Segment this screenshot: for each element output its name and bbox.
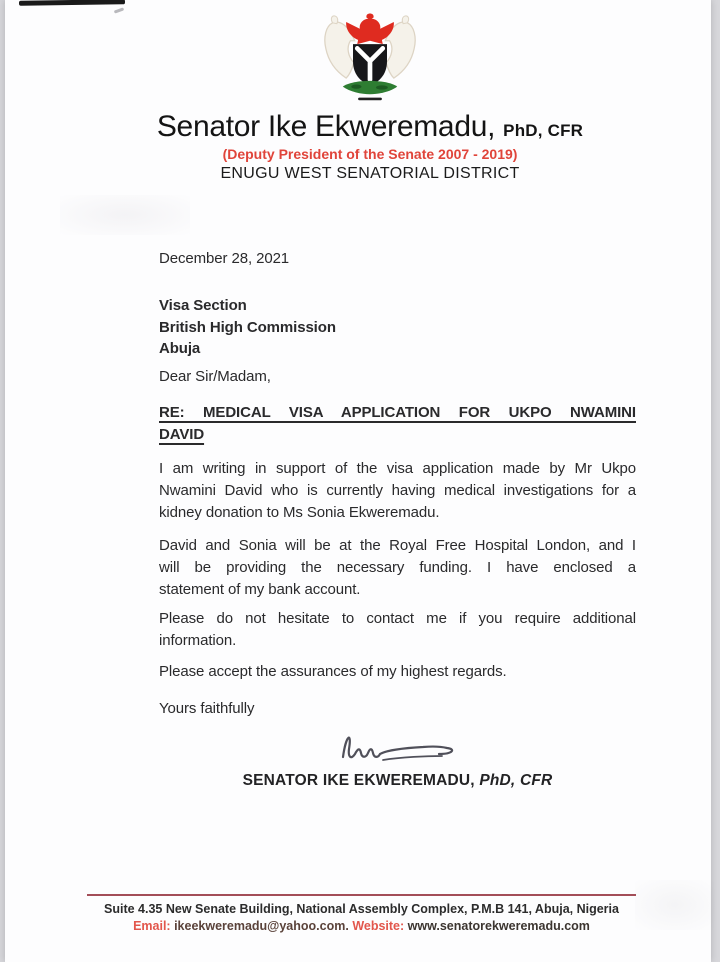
- body-paragraph: [159, 458, 636, 524]
- letterhead-name-text: Senator Ike Ekweremadu,: [156, 110, 496, 143]
- letter-paper: [5, 0, 711, 962]
- body-line: I am writing in support of the visa application made by Mr Ukpo: [159, 460, 636, 477]
- body-line: information.: [159, 632, 237, 649]
- closing: Yours faithfully: [159, 700, 255, 717]
- letterhead-credentials: PhD, CFR: [503, 121, 584, 140]
- footer-address: Suite 4.35 New Senate Building, National Assembly Complex, P.M.B 141, Abuja, Nigeria: [104, 902, 619, 916]
- website-value: www.senatorekweremadu.com: [407, 919, 590, 933]
- signatory-credentials: PhD, CFR: [479, 772, 553, 789]
- footer: [87, 901, 636, 935]
- body-line: Please accept the assurances of my highest regards.: [159, 663, 507, 680]
- signatory-name: SENATOR IKE EKWEREMADU, PhD, CFR: [242, 772, 553, 789]
- subject-line-2: DAVID: [159, 426, 205, 443]
- body-line: Nwamini David who is currently having medical investigations for a: [159, 482, 636, 499]
- body-line: statement of my bank account.: [159, 581, 361, 598]
- letterhead: [17, 8, 720, 183]
- letterhead-district: ENUGU WEST SENATORIAL DISTRICT: [220, 165, 520, 182]
- recipient-line: Abuja: [159, 340, 201, 357]
- body-paragraph: [159, 535, 636, 601]
- body-line: kidney donation to Ms Sonia Ekweremadu.: [159, 504, 440, 521]
- body-line: will be providing the necessary funding. I have enclosed a: [159, 559, 636, 576]
- body-line: David and Sonia will be at the Royal Free Hospital London, and I: [159, 537, 636, 554]
- subject-line-1: RE: MEDICAL VISA APPLICATION FOR UKPO NWAMINI: [159, 404, 636, 421]
- body-line: Please do not hesitate to contact me if you require additional: [159, 610, 636, 627]
- letter-date: December 28, 2021: [159, 250, 290, 267]
- recipient-address: [159, 295, 336, 360]
- subject-line: [159, 402, 636, 446]
- scan-smudge: [19, 0, 125, 6]
- handwritten-signature: [329, 722, 469, 772]
- nigeria-coat-of-arms-icon: [319, 8, 421, 104]
- footer-contact: [87, 918, 636, 935]
- email-label: Email:: [133, 919, 171, 933]
- salutation: Dear Sir/Madam,: [159, 368, 271, 385]
- scan-smudge: [635, 880, 715, 930]
- recipient-line: British High Commission: [159, 318, 336, 336]
- letterhead-name: [17, 110, 720, 144]
- scan-smudge: [60, 195, 190, 235]
- letterhead-subtitle: (Deputy President of the Senate 2007 - 2019): [222, 146, 518, 162]
- website-label: Website:: [352, 919, 405, 933]
- footer-rule: [87, 894, 636, 896]
- email-value: ikeekweremadu@yahoo.com.: [174, 919, 349, 933]
- body-paragraph: [159, 661, 636, 683]
- recipient-line: Visa Section: [159, 297, 247, 314]
- body-paragraph: [159, 608, 636, 652]
